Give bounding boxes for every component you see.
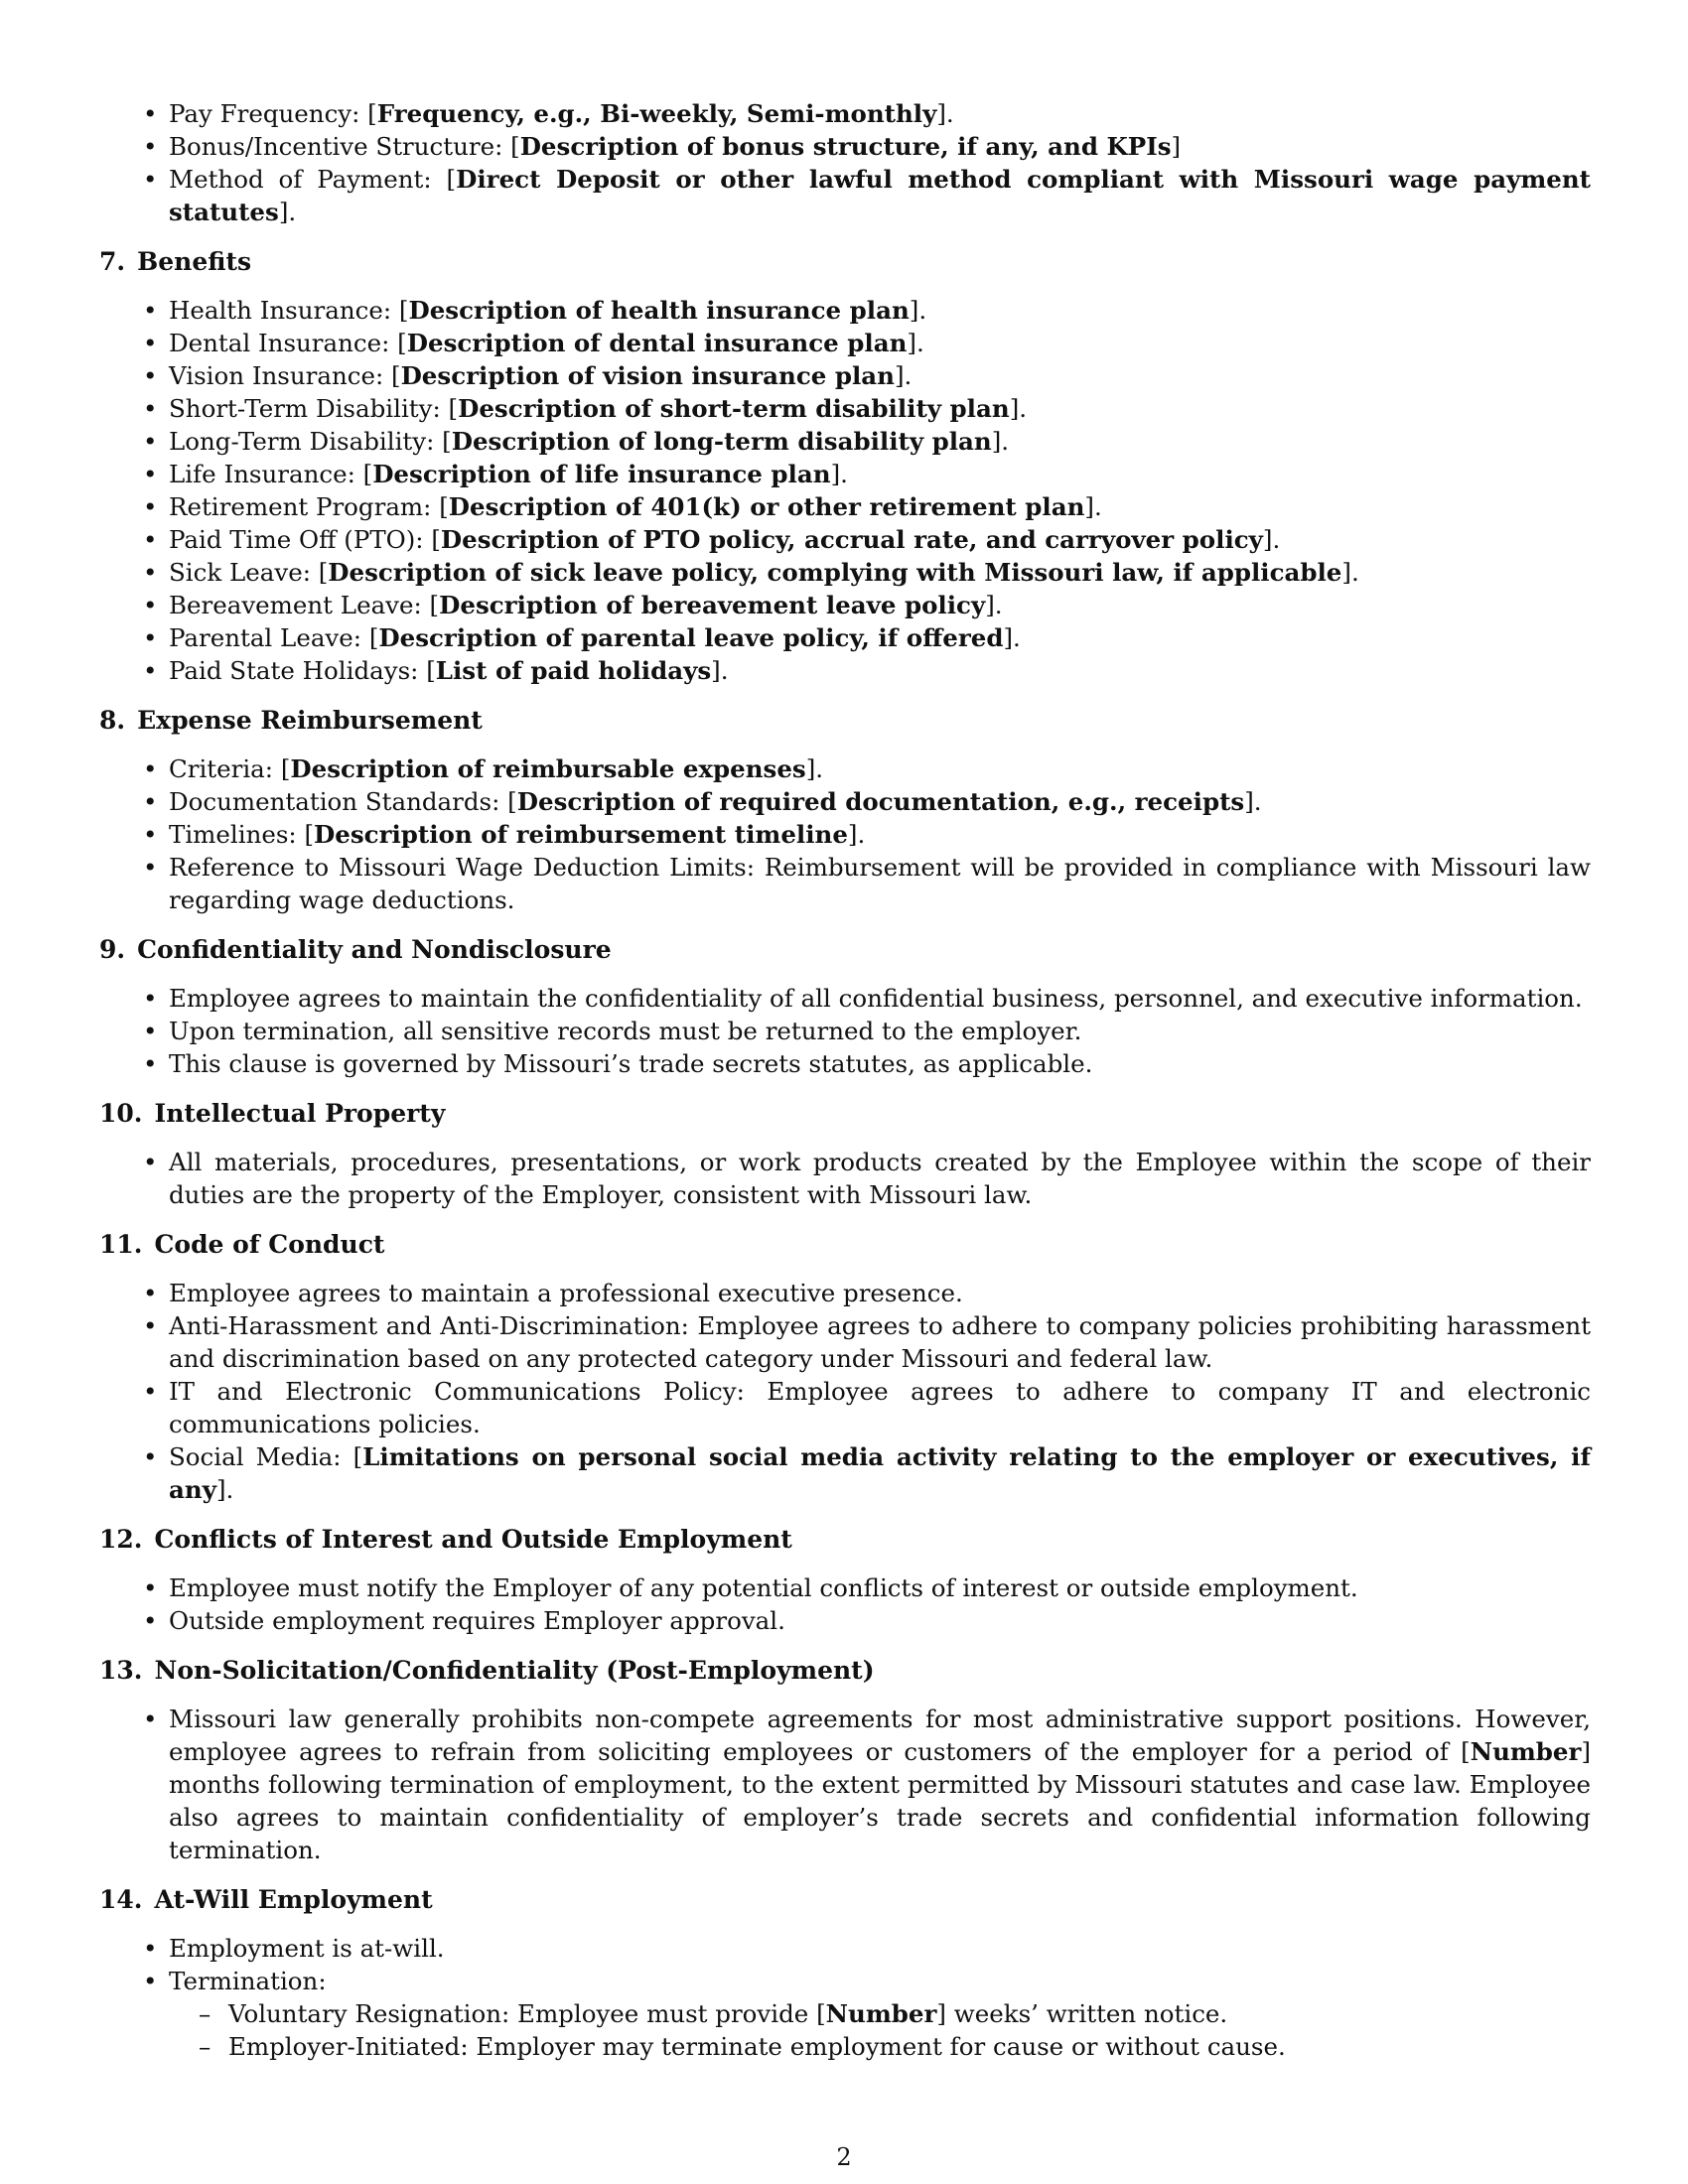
expense-list — [99, 752, 1591, 916]
list-item: • Employee must notify the Employer of any potential conflicts of interest or outside employment. — [99, 1571, 1591, 1604]
section-heading: 12. Conflicts of Interest and Outside Employment — [99, 1525, 792, 1554]
list-item: • Dental Insurance: [Description of dental insurance plan]. — [99, 327, 1591, 359]
list-item: • Vision Insurance: [Description of vision insurance plan]. — [99, 359, 1591, 392]
document-page — [99, 97, 1591, 2063]
list-item: • Life Insurance: [Description of life insurance plan]. — [99, 458, 1591, 490]
section-heading: 11. Code of Conduct — [99, 1230, 385, 1259]
list-item: • IT and Electronic Communications Policy: Employee agrees to adhere to company IT and electronic communications policies. — [99, 1375, 1591, 1440]
section-heading: 8. Expense Reimbursement — [99, 706, 483, 735]
list-item: • Anti-Harassment and Anti-Discrimination: Employee agrees to adhere to company policies prohibiting harassment and discrimination based on any protected category under Missouri and federal law. — [99, 1309, 1591, 1375]
list-item: • Short-Term Disability: [Description of short-term disability plan]. — [99, 392, 1591, 425]
compensation-list — [99, 97, 1591, 228]
at-will-list — [99, 1932, 1591, 1997]
list-item: • Criteria: [Description of reimbursable expenses]. — [99, 752, 1591, 785]
section-at-will-employment — [99, 1883, 1591, 2063]
termination-sublist — [99, 1997, 1591, 2063]
benefits-list — [99, 294, 1591, 687]
list-item: • Reference to Missouri Wage Deduction Limits: Reimbursement will be provided in compliance with Missouri law regarding wage deductions. — [99, 851, 1591, 916]
list-item: • Missouri law generally prohibits non-compete agreements for most administrative support positions. However, employee agrees to refrain from soliciting employees or customers of the employer for a period of [Number] months following termination of employment, to the extent permitted by Missouri statutes and case law. Employee also agrees to maintain confidentiality of employer’s trade secrets and confidential information following termination. — [99, 1703, 1591, 1866]
list-item: • This clause is governed by Missouri’s trade secrets statutes, as applicable. — [99, 1047, 1591, 1080]
section-heading: 9. Confidentiality and Nondisclosure — [99, 935, 612, 964]
list-item: • Parental Leave: [Description of parental leave policy, if offered]. — [99, 621, 1591, 654]
page-number: 2 — [836, 2143, 852, 2171]
list-item: • Employee agrees to maintain a professional executive presence. — [99, 1277, 1591, 1309]
non-solicitation-list — [99, 1703, 1591, 1866]
section-heading: 7. Benefits — [99, 247, 252, 276]
conflicts-list — [99, 1571, 1591, 1637]
list-item: • All materials, procedures, presentations, or work products created by the Employee within the scope of their duties are the property of the Employer, consistent with Missouri law. — [99, 1146, 1591, 1211]
list-item: • Paid State Holidays: [List of paid holidays]. — [99, 654, 1591, 687]
ip-list — [99, 1146, 1591, 1211]
list-item: • Employee agrees to maintain the confidentiality of all confidential business, personnel, and executive information. — [99, 982, 1591, 1015]
list-item: • Sick Leave: [Description of sick leave policy, complying with Missouri law, if applicable]. — [99, 556, 1591, 589]
section-heading: 13. Non-Solicitation/Confidentiality (Post-Employment) — [99, 1656, 875, 1685]
list-item: • Bereavement Leave: [Description of bereavement leave policy]. — [99, 589, 1591, 621]
list-item: • Timelines: [Description of reimbursement timeline]. — [99, 818, 1591, 851]
section-confidentiality — [99, 933, 1591, 1080]
section-heading: 14. At-Will Employment — [99, 1885, 433, 1914]
list-item: • Upon termination, all sensitive records must be returned to the employer. — [99, 1015, 1591, 1047]
list-item: • Pay Frequency: [Frequency, e.g., Bi-weekly, Semi-monthly]. — [99, 97, 1591, 130]
list-item: • Bonus/Incentive Structure: [Description of bonus structure, if any, and KPIs] — [99, 130, 1591, 163]
section-conflicts-of-interest — [99, 1523, 1591, 1637]
section-code-of-conduct — [99, 1228, 1591, 1506]
list-item: • Employment is at-will. — [99, 1932, 1591, 1965]
list-item: • Health Insurance: [Description of health insurance plan]. — [99, 294, 1591, 327]
section-expense-reimbursement — [99, 704, 1591, 916]
sub-list-item: – Employer-Initiated: Employer may terminate employment for cause or without cause. — [99, 2030, 1591, 2063]
list-item: • Method of Payment: [Direct Deposit or other lawful method compliant with Missouri wage payment statutes]. — [99, 163, 1591, 228]
list-item: • Outside employment requires Employer approval. — [99, 1604, 1591, 1637]
list-item: • Retirement Program: [Description of 401(k) or other retirement plan]. — [99, 490, 1591, 523]
list-item: • Documentation Standards: [Description of required documentation, e.g., receipts]. — [99, 785, 1591, 818]
section-heading: 10. Intellectual Property — [99, 1099, 446, 1128]
list-item: • Paid Time Off (PTO): [Description of PTO policy, accrual rate, and carryover policy]. — [99, 523, 1591, 556]
section-benefits — [99, 245, 1591, 687]
list-item: • Long-Term Disability: [Description of long-term disability plan]. — [99, 425, 1591, 458]
confidentiality-list — [99, 982, 1591, 1080]
list-item: • Termination: — [99, 1965, 1591, 1997]
sub-list-item: – Voluntary Resignation: Employee must provide [Number] weeks’ written notice. — [99, 1997, 1591, 2030]
section-non-solicitation — [99, 1654, 1591, 1866]
list-item: • Social Media: [Limitations on personal social media activity relating to the employer or executives, if any]. — [99, 1440, 1591, 1506]
conduct-list — [99, 1277, 1591, 1506]
section-intellectual-property — [99, 1097, 1591, 1211]
